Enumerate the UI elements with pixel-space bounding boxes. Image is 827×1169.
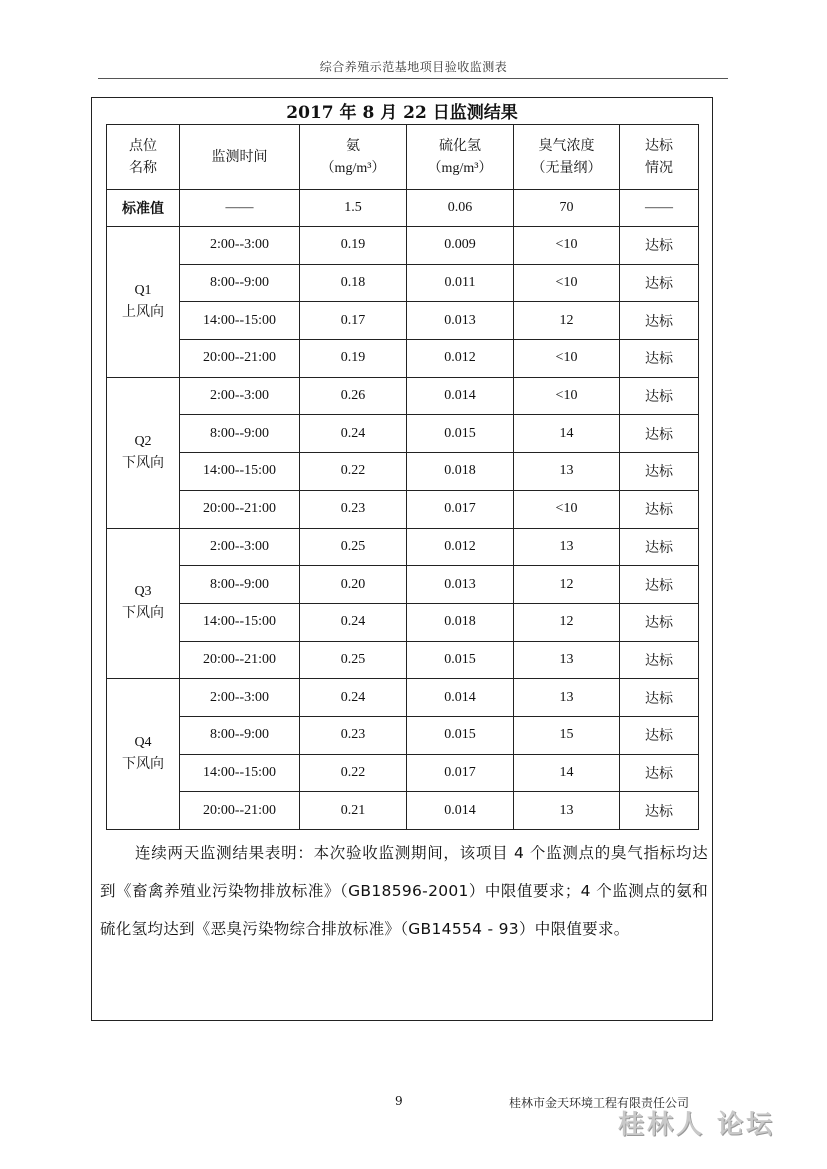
status-cell: 达标 bbox=[620, 377, 699, 415]
status-cell: 达标 bbox=[620, 490, 699, 528]
h2s-cell: 0.012 bbox=[407, 528, 514, 566]
ammonia-cell: 0.23 bbox=[300, 490, 407, 528]
odor-cell: 14 bbox=[514, 415, 620, 453]
ammonia-cell: 0.20 bbox=[300, 566, 407, 604]
odor-cell: 12 bbox=[514, 566, 620, 604]
time-cell: 8:00--9:00 bbox=[180, 264, 300, 302]
status-cell: 达标 bbox=[620, 453, 699, 491]
ammonia-cell: 0.21 bbox=[300, 792, 407, 830]
status-cell: 达标 bbox=[620, 528, 699, 566]
status-cell: 达标 bbox=[620, 340, 699, 378]
table-title: 2017 年 8 月 22 日监测结果 bbox=[286, 103, 518, 123]
point-cell bbox=[107, 377, 180, 528]
h2s-cell: 0.011 bbox=[407, 264, 514, 302]
h2s-cell: 0.015 bbox=[407, 415, 514, 453]
ammonia-cell: 0.17 bbox=[300, 302, 407, 340]
status-cell: 达标 bbox=[620, 302, 699, 340]
point-id: Q1 bbox=[134, 282, 152, 298]
status-cell: 达标 bbox=[620, 679, 699, 717]
h2s-cell: 0.014 bbox=[407, 679, 514, 717]
table-row bbox=[107, 453, 699, 491]
company-name: 桂林市金天环境工程有限责任公司 bbox=[509, 1096, 690, 1110]
h2s-cell: 0.018 bbox=[407, 603, 514, 641]
table-row bbox=[107, 415, 699, 453]
point-id: Q4 bbox=[134, 735, 152, 751]
h2s-cell: 0.012 bbox=[407, 340, 514, 378]
col-header-ammonia: 氨 （mg/m³） bbox=[300, 125, 407, 190]
status-cell: 达标 bbox=[620, 641, 699, 679]
h2s-cell: 0.015 bbox=[407, 641, 514, 679]
time-cell: 14:00--15:00 bbox=[180, 754, 300, 792]
time-cell: 8:00--9:00 bbox=[180, 716, 300, 754]
time-cell: 8:00--9:00 bbox=[180, 566, 300, 604]
standard-label: 标准值 bbox=[107, 190, 180, 227]
standard-time: —— bbox=[180, 190, 300, 227]
time-cell: 20:00--21:00 bbox=[180, 490, 300, 528]
point-id: Q2 bbox=[134, 433, 152, 449]
odor-cell: 12 bbox=[514, 603, 620, 641]
status-cell: 达标 bbox=[620, 566, 699, 604]
running-header: 综合养殖示范基地项目验收监测表 bbox=[319, 60, 508, 74]
table-row bbox=[107, 340, 699, 378]
h2s-cell: 0.015 bbox=[407, 716, 514, 754]
table-row bbox=[107, 603, 699, 641]
ammonia-cell: 0.24 bbox=[300, 679, 407, 717]
watermark-logo: 桂林人 论坛 bbox=[618, 1110, 776, 1140]
conclusion-paragraph: 连续两天监测结果表明：本次验收监测期间，该项目 4 个监测点的臭气指标均达到《畜禽养殖业污染物排放标准》（GB18596-2001）中限值要求；4 个监测点的氨和硫化氢均达到《恶臭污染物综合排放标准》（GB14554 - 93）中限值要求。 bbox=[100, 844, 708, 938]
status-cell: 达标 bbox=[620, 415, 699, 453]
table-row bbox=[107, 227, 699, 265]
odor-cell: 14 bbox=[514, 754, 620, 792]
ammonia-cell: 0.19 bbox=[300, 227, 407, 265]
table-row bbox=[107, 566, 699, 604]
h2s-cell: 0.013 bbox=[407, 566, 514, 604]
table-row bbox=[107, 377, 699, 415]
table-row bbox=[107, 679, 699, 717]
time-cell: 2:00--3:00 bbox=[180, 227, 300, 265]
header-row bbox=[107, 125, 699, 190]
point-direction: 下风向 bbox=[122, 757, 164, 773]
h2s-cell: 0.014 bbox=[407, 792, 514, 830]
ammonia-cell: 0.24 bbox=[300, 415, 407, 453]
h2s-cell: 0.017 bbox=[407, 490, 514, 528]
ammonia-cell: 0.22 bbox=[300, 453, 407, 491]
point-direction: 上风向 bbox=[122, 304, 164, 320]
h2s-cell: 0.018 bbox=[407, 453, 514, 491]
point-cell bbox=[107, 227, 180, 378]
odor-cell: 15 bbox=[514, 716, 620, 754]
col-header-h2s: 硫化氢 （mg/m³） bbox=[407, 125, 514, 190]
col-header-odor: 臭气浓度 （无量纲） bbox=[514, 125, 620, 190]
odor-cell: 12 bbox=[514, 302, 620, 340]
standard-row bbox=[107, 190, 699, 227]
odor-cell: 13 bbox=[514, 528, 620, 566]
table-row bbox=[107, 490, 699, 528]
table-row bbox=[107, 528, 699, 566]
ammonia-cell: 0.19 bbox=[300, 340, 407, 378]
h2s-cell: 0.014 bbox=[407, 377, 514, 415]
time-cell: 20:00--21:00 bbox=[180, 641, 300, 679]
status-cell: 达标 bbox=[620, 716, 699, 754]
status-cell: 达标 bbox=[620, 603, 699, 641]
point-id: Q3 bbox=[134, 584, 152, 600]
ammonia-cell: 0.23 bbox=[300, 716, 407, 754]
time-cell: 2:00--3:00 bbox=[180, 377, 300, 415]
point-cell bbox=[107, 679, 180, 830]
time-cell: 14:00--15:00 bbox=[180, 603, 300, 641]
standard-status: —— bbox=[620, 190, 699, 227]
time-cell: 8:00--9:00 bbox=[180, 415, 300, 453]
status-cell: 达标 bbox=[620, 792, 699, 830]
col-header-point: 点位 名称 bbox=[107, 125, 180, 190]
table-row bbox=[107, 264, 699, 302]
header-rule bbox=[98, 78, 728, 79]
time-cell: 2:00--3:00 bbox=[180, 679, 300, 717]
standard-ammonia: 1.5 bbox=[300, 190, 407, 227]
odor-cell: <10 bbox=[514, 227, 620, 265]
odor-cell: 13 bbox=[514, 679, 620, 717]
h2s-cell: 0.009 bbox=[407, 227, 514, 265]
table-row bbox=[107, 302, 699, 340]
table-row bbox=[107, 641, 699, 679]
status-cell: 达标 bbox=[620, 227, 699, 265]
odor-cell: <10 bbox=[514, 340, 620, 378]
standard-h2s: 0.06 bbox=[407, 190, 514, 227]
table-row bbox=[107, 754, 699, 792]
ammonia-cell: 0.25 bbox=[300, 528, 407, 566]
odor-cell: <10 bbox=[514, 264, 620, 302]
time-cell: 20:00--21:00 bbox=[180, 340, 300, 378]
table-row bbox=[107, 792, 699, 830]
odor-cell: 13 bbox=[514, 453, 620, 491]
ammonia-cell: 0.24 bbox=[300, 603, 407, 641]
ammonia-cell: 0.26 bbox=[300, 377, 407, 415]
standard-odor: 70 bbox=[514, 190, 620, 227]
point-cell bbox=[107, 528, 180, 679]
page-number: 9 bbox=[395, 1094, 403, 1108]
odor-cell: <10 bbox=[514, 377, 620, 415]
odor-cell: <10 bbox=[514, 490, 620, 528]
point-direction: 下风向 bbox=[122, 606, 164, 622]
time-cell: 14:00--15:00 bbox=[180, 453, 300, 491]
monitoring-table bbox=[106, 124, 699, 830]
ammonia-cell: 0.18 bbox=[300, 264, 407, 302]
col-header-time: 监测时间 bbox=[180, 125, 300, 190]
status-cell: 达标 bbox=[620, 754, 699, 792]
status-cell: 达标 bbox=[620, 264, 699, 302]
odor-cell: 13 bbox=[514, 641, 620, 679]
table-row bbox=[107, 716, 699, 754]
time-cell: 14:00--15:00 bbox=[180, 302, 300, 340]
ammonia-cell: 0.25 bbox=[300, 641, 407, 679]
ammonia-cell: 0.22 bbox=[300, 754, 407, 792]
h2s-cell: 0.013 bbox=[407, 302, 514, 340]
col-header-status: 达标 情况 bbox=[620, 125, 699, 190]
h2s-cell: 0.017 bbox=[407, 754, 514, 792]
time-cell: 2:00--3:00 bbox=[180, 528, 300, 566]
point-direction: 下风向 bbox=[122, 455, 164, 471]
odor-cell: 13 bbox=[514, 792, 620, 830]
time-cell: 20:00--21:00 bbox=[180, 792, 300, 830]
